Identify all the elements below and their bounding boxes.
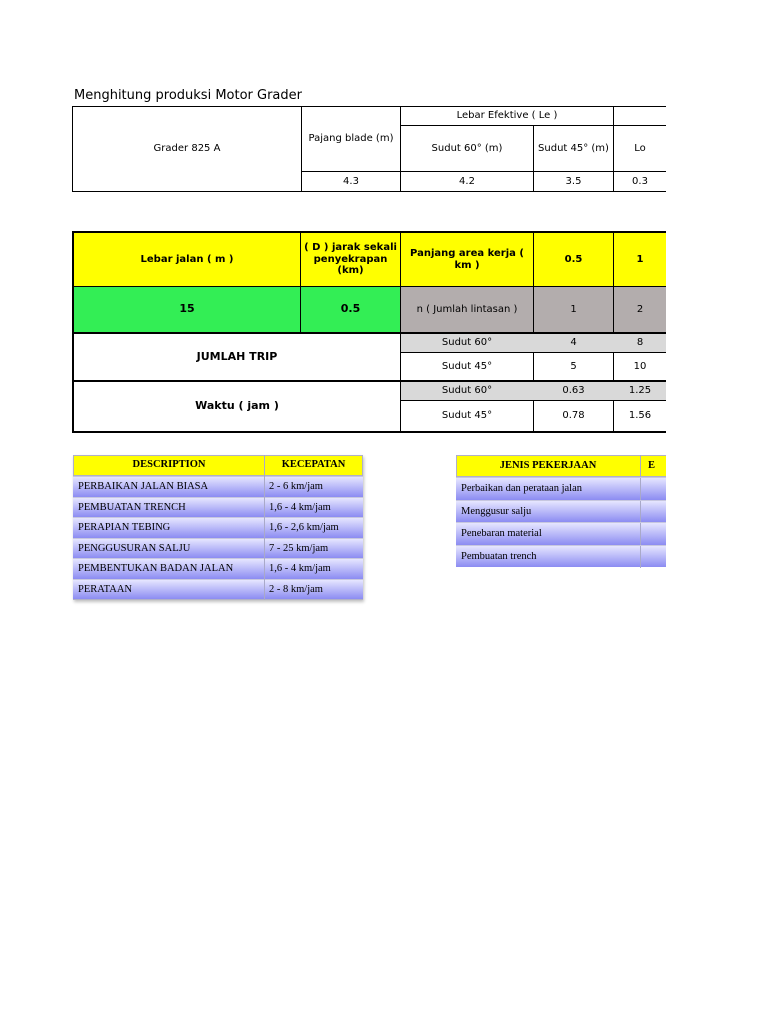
road-width-value: 15 bbox=[179, 302, 195, 316]
job-row bbox=[456, 545, 666, 568]
waktu-sudut45-b: 1.56 bbox=[628, 410, 652, 422]
job-type-header: JENIS PEKERJAAN bbox=[499, 459, 597, 471]
job-row bbox=[456, 477, 666, 500]
efficiency-header-cut: E bbox=[648, 459, 656, 471]
speed-row-description: PENGGUSURAN SALJU bbox=[78, 542, 191, 554]
speed-row-description: PERBAIKAN JALAN BIASA bbox=[78, 481, 209, 493]
speed-row-description: PEMBUATAN TRENCH bbox=[78, 501, 186, 513]
speed-row-value: 1,6 - 4 km/jam bbox=[269, 563, 331, 575]
work-area-length-header: Panjang area kerja ( km ) bbox=[410, 248, 524, 271]
effective-width-header: Lebar Efektive ( Le ) bbox=[456, 110, 558, 122]
length-0-5-header: 0.5 bbox=[564, 253, 583, 265]
trip-sudut60-label: Sudut 60° bbox=[441, 337, 493, 349]
sudut60-value: 4.2 bbox=[459, 175, 475, 187]
waktu-sudut60-a: 0.63 bbox=[562, 385, 585, 397]
trip-sudut60-a: 4 bbox=[570, 337, 577, 349]
job-column-divider bbox=[640, 478, 641, 500]
trip-sudut60-b: 8 bbox=[636, 337, 644, 349]
blade-length-value: 4.3 bbox=[343, 175, 359, 187]
trip-sudut45-a: 5 bbox=[570, 360, 577, 372]
pass-count-b: 2 bbox=[636, 303, 644, 315]
speed-row bbox=[73, 517, 363, 538]
waktu-sudut45-a: 0.78 bbox=[562, 410, 585, 422]
speed-column-divider bbox=[264, 476, 265, 600]
job-column-divider bbox=[640, 523, 641, 545]
road-width-header: Lebar jalan ( m ) bbox=[140, 253, 234, 265]
scrape-distance-value: 0.5 bbox=[340, 302, 361, 316]
waktu-sudut60-label: Sudut 60° bbox=[441, 385, 493, 397]
pass-count-a: 1 bbox=[570, 303, 577, 315]
job-row-label: Penebaran material bbox=[461, 528, 542, 540]
waktu-sudut60-b: 1.25 bbox=[628, 385, 652, 397]
speed-row-value: 7 - 25 km/jam bbox=[269, 542, 329, 554]
lo-value: 0.3 bbox=[632, 175, 648, 187]
speed-row bbox=[73, 538, 363, 559]
job-row bbox=[456, 500, 666, 523]
pass-count-label: n ( Jumlah lintasan ) bbox=[416, 303, 518, 315]
trip-sudut45-b: 10 bbox=[633, 360, 647, 372]
speed-row-value: 1,6 - 2,6 km/jam bbox=[269, 522, 339, 534]
grader-model: Grader 825 A bbox=[153, 143, 221, 155]
job-column-divider bbox=[640, 546, 641, 568]
speed-row-description: PEMBENTUKAN BADAN JALAN bbox=[78, 563, 234, 575]
speed-header: KECEPATAN bbox=[281, 459, 346, 471]
blade-length-header: Pajang blade (m) bbox=[308, 133, 394, 145]
job-row-label: Pembuatan trench bbox=[461, 550, 537, 562]
waktu-label: Waktu ( jam ) bbox=[195, 399, 279, 413]
trip-sudut45-label: Sudut 45° bbox=[441, 360, 493, 372]
waktu-sudut45-label: Sudut 45° bbox=[441, 410, 493, 422]
speed-row-description: PERAPIAN TEBING bbox=[78, 522, 171, 534]
jumlah-trip-label: JUMLAH TRIP bbox=[196, 349, 278, 363]
description-header: DESCRIPTION bbox=[132, 459, 206, 471]
lo-header: Lo bbox=[634, 142, 646, 154]
length-1-header: 1 bbox=[636, 253, 644, 265]
job-row bbox=[456, 522, 666, 545]
job-row-label: Perbaikan dan perataan jalan bbox=[461, 483, 582, 495]
speed-row bbox=[73, 497, 363, 518]
scrape-distance-header: ( D ) jarak sekali penyekrapan (km) bbox=[304, 242, 397, 277]
sudut45-value: 3.5 bbox=[565, 175, 582, 187]
speed-row-description: PERATAAN bbox=[78, 583, 132, 595]
speed-row bbox=[73, 558, 363, 579]
job-row-label: Menggusur salju bbox=[461, 505, 532, 517]
speed-row-value: 2 - 6 km/jam bbox=[269, 481, 323, 493]
speed-row bbox=[73, 579, 363, 600]
page-title: Menghitung produksi Motor Grader bbox=[74, 88, 302, 103]
job-column-divider bbox=[640, 501, 641, 523]
speed-row-value: 1,6 - 4 km/jam bbox=[269, 501, 331, 513]
sudut45-header: Sudut 45° (m) bbox=[538, 142, 609, 154]
sudut60-header: Sudut 60° (m) bbox=[431, 142, 503, 154]
speed-row bbox=[73, 476, 363, 497]
speed-row-value: 2 - 8 km/jam bbox=[269, 583, 323, 595]
